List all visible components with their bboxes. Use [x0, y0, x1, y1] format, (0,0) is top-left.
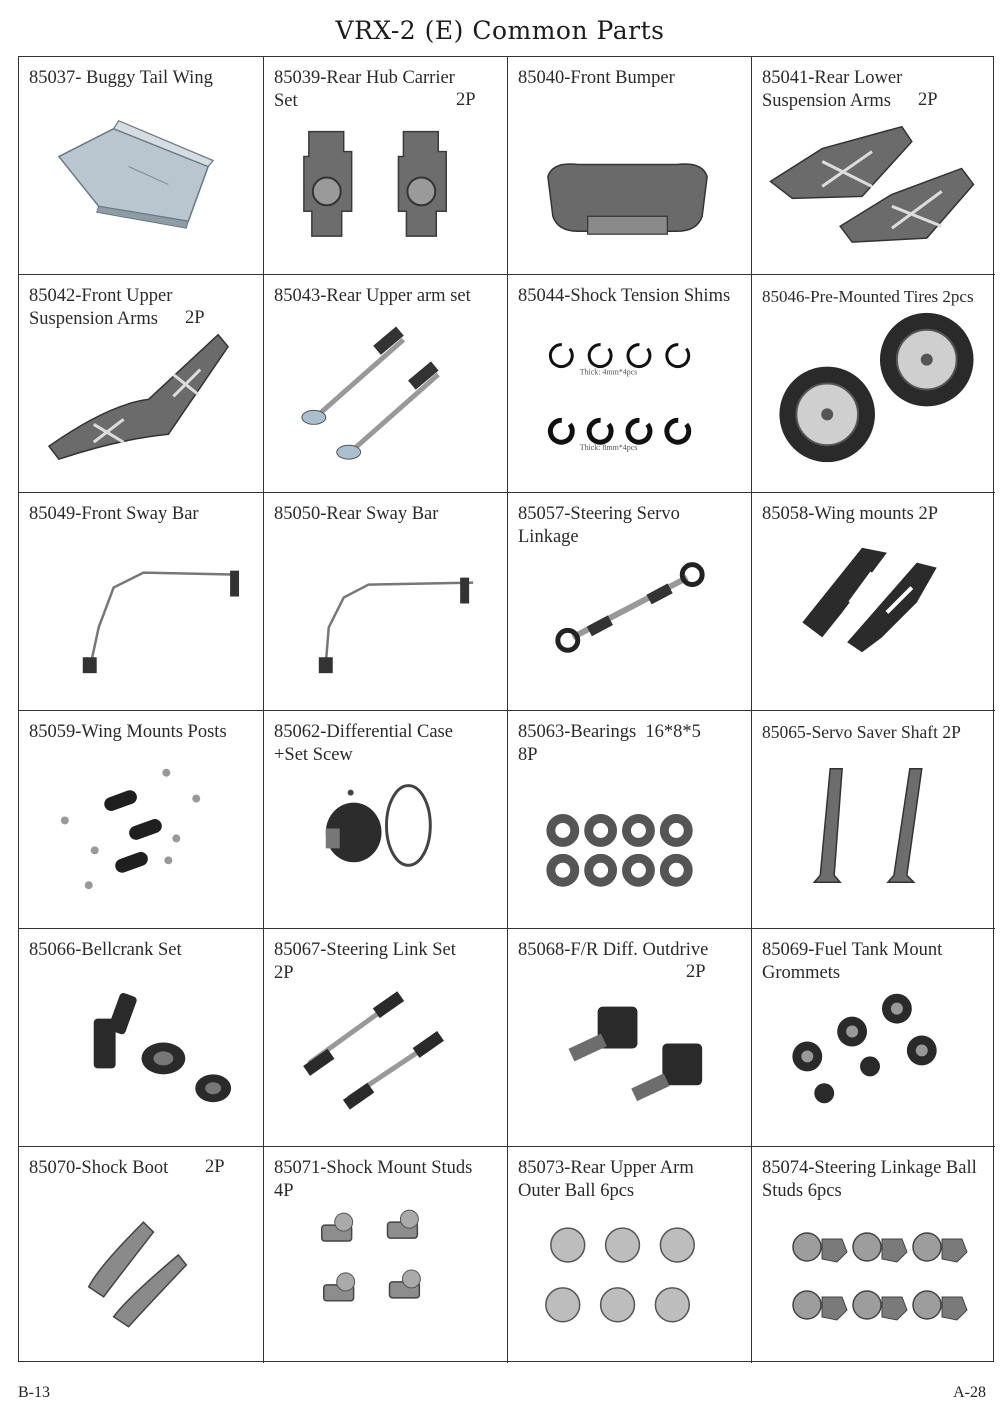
outer-ball-image [508, 1147, 751, 1363]
wing-posts-image [19, 711, 263, 928]
part-qty: 2P [205, 1157, 225, 1177]
part-cell-85058 [752, 493, 995, 711]
part-cell-85071 [264, 1147, 508, 1363]
shock-boot-image [19, 1147, 263, 1363]
footer-page-left: B-13 [18, 1384, 50, 1401]
part-cell-85040 [508, 57, 752, 275]
front-upper-arms-image [19, 275, 263, 492]
part-label: 85065-Servo Saver Shaft 2P [762, 722, 961, 742]
part-cell-85063 [508, 711, 752, 929]
part-cell-85070 [19, 1147, 264, 1363]
part-cell-85044 [508, 275, 752, 493]
part-cell-85039 [264, 57, 508, 275]
part-label: 85049-Front Sway Bar [29, 504, 199, 524]
part-qty: 2P [456, 90, 476, 110]
front-bumper-image [508, 57, 751, 274]
part-qty: 2P [686, 962, 706, 982]
part-label: 85070-Shock Boot [29, 1158, 169, 1178]
part-cell-85049 [19, 493, 264, 711]
part-cell-85043 [264, 275, 508, 493]
part-label: 85050-Rear Sway Bar [274, 504, 439, 524]
steering-link-image [264, 929, 507, 1146]
grommets-image [752, 929, 995, 1146]
part-label: 85068-F/R Diff. Outdrive [518, 940, 709, 960]
rear-upper-arm-image [264, 275, 507, 492]
part-label: 85062-Differential Case +Set Scew [274, 722, 453, 765]
front-sway-bar-image [19, 493, 263, 710]
part-label: 85069-Fuel Tank Mount Grommets [762, 940, 943, 983]
rear-lower-arms-image [752, 57, 995, 274]
part-label: 85063-Bearings 16*8*5 8P [518, 722, 701, 765]
part-cell-85068 [508, 929, 752, 1147]
shims-image [508, 275, 751, 492]
parts-grid [18, 56, 994, 1362]
part-cell-85050 [264, 493, 508, 711]
part-label: 85046-Pre-Mounted Tires 2pcs [762, 287, 974, 306]
shock-studs-image [264, 1147, 507, 1363]
rear-sway-bar-image [264, 493, 507, 710]
part-qty: 2P [185, 308, 205, 328]
part-cell-85057 [508, 493, 752, 711]
part-label: 85074-Steering Linkage Ball Studs 6pcs [762, 1158, 977, 1201]
part-qty: 2P [918, 90, 938, 110]
hub-carrier-image [264, 57, 507, 274]
diff-case-image [264, 711, 507, 928]
wing-mounts-image [752, 493, 995, 710]
part-cell-85065 [752, 711, 995, 929]
part-label: 85044-Shock Tension Shims [518, 286, 731, 306]
part-cell-85059 [19, 711, 264, 929]
part-label: 85057-Steering Servo Linkage [518, 504, 680, 547]
part-cell-85074 [752, 1147, 995, 1363]
part-label: 85059-Wing Mounts Posts [29, 722, 227, 742]
part-cell-85062 [264, 711, 508, 929]
part-cell-85066 [19, 929, 264, 1147]
part-cell-85067 [264, 929, 508, 1147]
part-label: 85071-Shock Mount Studs 4P [274, 1158, 473, 1201]
part-cell-85069 [752, 929, 995, 1147]
part-cell-85037 [19, 57, 264, 275]
part-label: 85039-Rear Hub Carrier Set [274, 68, 455, 111]
part-label: 85066-Bellcrank Set [29, 940, 182, 960]
part-label: 85040-Front Bumper [518, 68, 675, 88]
servo-linkage-image [508, 493, 751, 710]
part-label: 85043-Rear Upper arm set [274, 286, 471, 306]
part-cell-85042 [19, 275, 264, 493]
part-label: 85042-Front Upper Suspension Arms [29, 286, 173, 329]
outdrive-image [508, 929, 751, 1146]
shim-note-4mm: Thick: 4mm*4pcs [579, 367, 638, 377]
shim-note-8mm: Thick: 8mm*4pcs [579, 443, 638, 453]
tail-wing-image [19, 57, 263, 274]
part-label: 85041-Rear Lower Suspension Arms [762, 68, 903, 111]
part-cell-85041 [752, 57, 995, 275]
ball-studs-image [752, 1147, 995, 1363]
part-label: 85037- Buggy Tail Wing [29, 68, 213, 88]
bellcrank-image [19, 929, 263, 1146]
servo-shaft-image [752, 711, 995, 928]
footer-page-right: A-28 [953, 1384, 986, 1401]
bearings-image [508, 711, 751, 928]
part-cell-85046 [752, 275, 995, 493]
part-label: 85067-Steering Link Set 2P [274, 940, 456, 983]
tires-image [752, 275, 995, 492]
part-label: 85073-Rear Upper Arm Outer Ball 6pcs [518, 1158, 694, 1201]
part-cell-85073 [508, 1147, 752, 1363]
part-label: 85058-Wing mounts 2P [762, 504, 939, 524]
page-title: VRX-2 (E) Common Parts [335, 16, 665, 45]
